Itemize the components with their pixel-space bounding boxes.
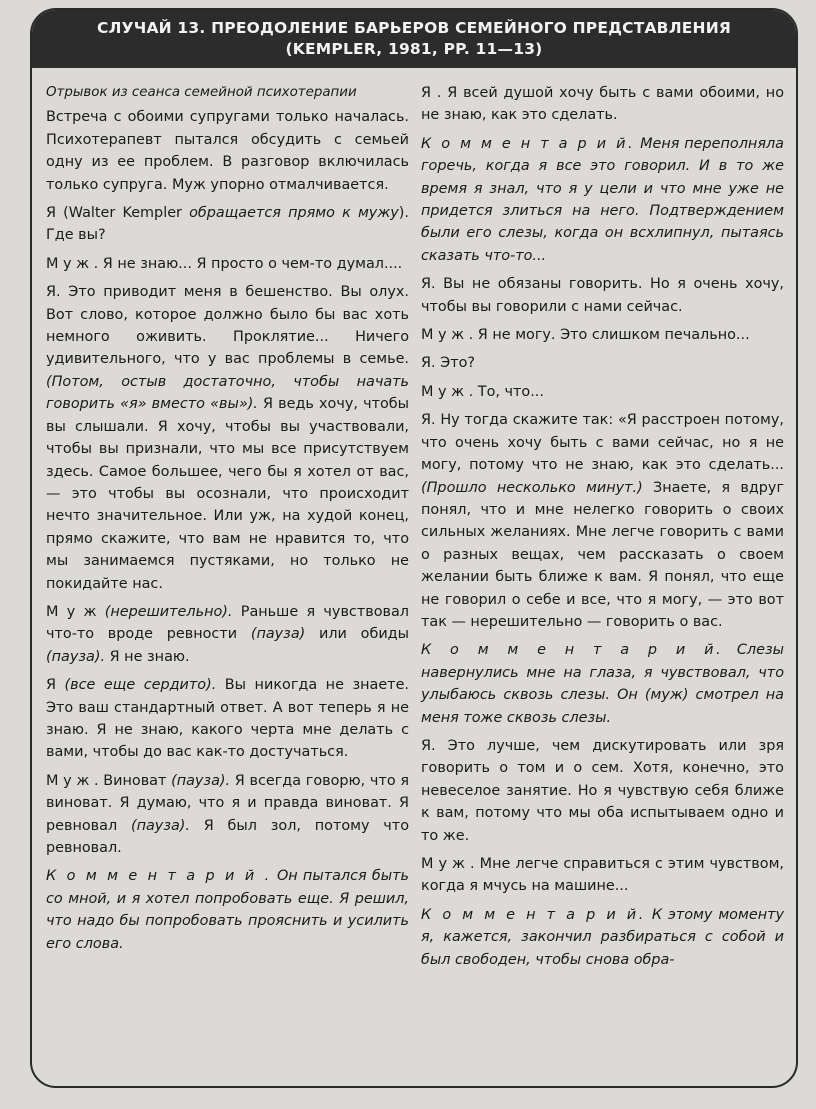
- case-box: [30, 8, 798, 1088]
- subheading: Отрывок из сеанса семейной психотерапии: [46, 85, 357, 100]
- paragraph: Я. Это?: [421, 355, 476, 372]
- speaker-label: М у ж .: [421, 383, 474, 400]
- paragraph: Я. Ну тогда скажите так: «Я расстроен потому, что очень хочу быть с вами сейчас, но я не могу, потому что не знаю, как это сделать... (Прошло несколько минут.) Знаете, я вдруг понял, что и мне нелегко говорить о своих сильных желаниях. Мне легче говорить с вами о разных вещах, чем рассказать о своем желании быть ближе к вам. Я понял, что еще не говорил о себе и все, что я могу, — это вот так — нерешительно — говорить о вас.: [421, 412, 785, 630]
- comment-label: К о м м е н т а р и й.: [421, 906, 646, 923]
- paragraph: К о м м е н т а р и й. К этому моменту я, кажется, закончил разбираться с собой и был свободен, чтобы снова обра-: [421, 906, 785, 968]
- paragraph: Встреча с обоими супругами только началась. Психотерапевт пытался обсудить с семьей одну из ее проблем. В разговор включилась только супруга. Муж упорно отмалчивается.: [46, 109, 409, 193]
- case-header: [32, 10, 796, 68]
- comment-label: К о м м е н т а р и й .: [46, 868, 272, 885]
- paragraph: Я. Это лучше, чем дискутировать или зря говорить о том и о сем. Хотя, конечно, это невеселое занятие. Но я чувствую себя ближе к вам, потому что мы оба испытываем одно и то же.: [421, 737, 784, 844]
- paragraph: М у ж . Виноват (пауза). Я всегда говорю, что я виноват. Я думаю, что я и правда виноват. Я ревновал (пауза). Я был зол, потому что ревновал.: [46, 772, 409, 856]
- text-columns: [46, 82, 784, 1078]
- header-line-2: (KEMPLER, 1981, PP. 11—13): [285, 40, 543, 58]
- left-column: [46, 82, 409, 1078]
- right-column: [421, 82, 784, 1078]
- speaker-label: М у ж .: [421, 856, 475, 872]
- paragraph: Я. Это приводит меня в бешенство. Вы олух. Вот слово, которое должно было бы вас хоть немного оживить. Проклятие... Ничего удивительного, что у вас проблемы в семье. (Потом, остыв достаточно, чтобы начать говорить «я» вместо «вы»). Я ведь хочу, чтобы вы слышали. Я хочу, чтобы вы участвовали, чтобы вы признали, что мы все присутствуем здесь. Самое большее, чего бы я хотел от вас, — это чтобы вы осознали, что происходит нечто значительное. Или уж, на худой конец, прямо скажите, что вам не нравится то, что мы занимаемся пустяками, но только не покидайте нас.: [46, 284, 409, 592]
- paragraph: Я (Walter Kempler обращается прямо к мужу). Где вы?: [46, 205, 409, 244]
- paragraph: К о м м е н т а р и й. Меня переполняла горечь, когда я все это говорил. И в то же время я знал, что я у цели и что мне уже не придется злиться на него. Подтверждением были его слезы, когда он всхлипнул, пытаясь сказать что-то...: [421, 135, 784, 264]
- paragraph: Я . Я всей душой хочу быть с вами обоими, но не знаю, как это сделать.: [421, 85, 784, 124]
- paragraph: К о м м е н т а р и й. Слезы навернулись мне на глаза, я чувствовал, что улыбаюсь сквозь слезы. Он (муж) смотрел на меня тоже сквозь слезы.: [421, 642, 784, 726]
- speaker-label: М у ж .: [46, 772, 99, 789]
- paragraph: М у ж . Мне легче справиться с этим чувством, когда я мчусь на машине...: [421, 856, 785, 895]
- paragraph: Я (все еще сердито). Вы никогда не знаете. Это ваш стандартный ответ. А вот теперь я не знаю. Я не знаю, какого черта мне делать с вами, чтобы до вас как-то достучаться.: [46, 677, 409, 761]
- paragraph: Я. Вы не обязаны говорить. Но я очень хочу, чтобы вы говорили с нами сейчас.: [421, 276, 784, 315]
- paragraph: М у ж (нерешительно). Раньше я чувствовал что-то вроде ревности (пауза) или обиды (пауза). Я не знаю.: [46, 603, 409, 665]
- speaker-label: М у ж .: [421, 327, 474, 344]
- paragraph: М у ж . То, что...: [421, 383, 544, 400]
- paragraph: М у ж . Я не могу. Это слишком печально...: [421, 327, 750, 344]
- speaker-label: М у ж .: [46, 255, 99, 272]
- paragraph: М у ж . Я не знаю... Я просто о чем-то думал....: [46, 255, 403, 272]
- comment-label: К о м м е н т а р и й.: [421, 642, 724, 659]
- header-line-1: СЛУЧАЙ 13. ПРЕОДОЛЕНИЕ БАРЬЕРОВ СЕМЕЙНОГО ПРЕДСТАВЛЕНИЯ: [96, 19, 732, 37]
- comment-label: К о м м е н т а р и й.: [421, 135, 636, 152]
- paragraph: К о м м е н т а р и й . Он пытался быть со мной, и я хотел попробовать еще. Я решил, что надо бы попробовать прояснить и усилить его слова.: [46, 868, 409, 952]
- speaker-label: М у ж: [46, 603, 97, 620]
